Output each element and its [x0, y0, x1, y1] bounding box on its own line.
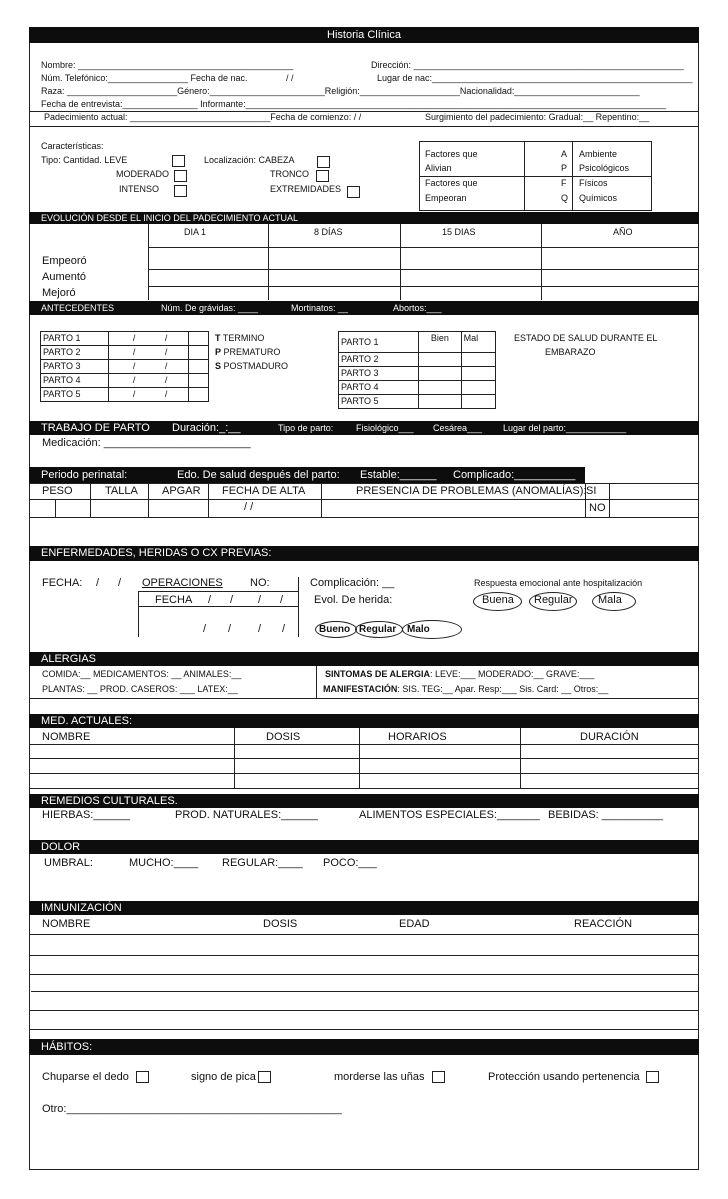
leyenda-postmaduro: S POSTMADURO [215, 361, 289, 371]
estable-field[interactable]: Estable:______ [360, 469, 437, 481]
estado-salud-title-1: ESTADO DE SALUD DURANTE EL [514, 333, 658, 343]
poco-field[interactable]: POCO:___ [323, 857, 377, 869]
telefono-field[interactable]: Núm. Telefónico:________________ Fecha de nac. [41, 73, 248, 83]
habito-pica[interactable]: signo de pica [191, 1071, 271, 1084]
operaciones-label: OPERACIONES [142, 577, 223, 589]
parto-row [41, 360, 209, 374]
med-actuales-title: MED. ACTUALES: [41, 715, 133, 727]
alimentos-especiales-field[interactable]: ALIMENTOS ESPECIALES:_______ [359, 809, 540, 821]
medicacion-field[interactable]: Medicación: ________________________ [42, 437, 251, 449]
mucho-field[interactable]: MUCHO:____ [129, 857, 199, 869]
parto-fecha[interactable]: / / [108, 332, 188, 346]
complicacion-field[interactable]: Complicación: __ [310, 577, 395, 589]
inmunizacion-bar [29, 901, 699, 915]
parto-row [41, 332, 209, 346]
duracion-field[interactable]: Duración:_:__ [172, 422, 241, 434]
entrevista-line[interactable]: Fecha de entrevista:_______________ Informante:____________________________________________________________________________________ [41, 99, 667, 109]
factores-empeoran-2: Empeoran [425, 193, 467, 203]
bien-cell[interactable] [419, 381, 462, 395]
inm-col-reaccion: REACCIÓN [574, 918, 633, 930]
parto-tipo[interactable] [188, 360, 208, 374]
mal-cell[interactable] [461, 381, 495, 395]
letra-a: A [561, 149, 568, 159]
evolucion-title: EVOLUCIÓN DESDE EL INICIO DEL PADECIMIENTO ACTUAL [41, 213, 299, 223]
quimicos-label: Químicos [579, 193, 618, 203]
salud-parto-label: PARTO 4 [339, 381, 419, 395]
salud-parto-label: PARTO 3 [339, 367, 419, 381]
alergias-line2[interactable]: PLANTAS: __ PROD. CASEROS: ___ LATEX:__ [42, 684, 238, 694]
fecha-op-label: FECHA [155, 594, 193, 606]
cesarea-field[interactable]: Cesárea___ [433, 423, 483, 433]
parto-row [41, 374, 209, 388]
factores-alivian-2: Alivian [425, 163, 452, 173]
bebidas-field[interactable]: BEBIDAS: __________ [548, 809, 663, 821]
fisicos-label: Físicos [579, 178, 608, 188]
localizacion-label: Localización: CABEZA [204, 155, 295, 165]
dolor-bar [29, 840, 699, 854]
bien-cell[interactable] [419, 353, 462, 367]
alergias-line1[interactable]: COMIDA:__ MEDICAMENTOS: __ ANIMALES:__ [42, 669, 242, 679]
factores-empeoran-1: Factores que [425, 178, 478, 188]
ambiente-label: Ambiente [579, 149, 618, 159]
gravidas-field[interactable]: Núm. De grávidas: ____ [161, 303, 259, 313]
fecha-slash-1: / [96, 577, 100, 589]
factores-alivian-1: Factores que [425, 149, 478, 159]
edo-salud-label: Edo. De salud después del parto: [177, 469, 340, 481]
op-slash-7: / [258, 623, 262, 635]
col-15dias: 15 DIAS [442, 227, 476, 237]
parto-row [41, 346, 209, 360]
enfermedades-title: ENFERMEDADES, HERIDAS O CX PREVIAS: [41, 547, 272, 559]
col-fecha-alta: FECHA DE ALTA [222, 485, 306, 497]
med-actuales-bar [29, 714, 699, 728]
alergias-title: ALERGIAS [41, 653, 97, 665]
malo-option: Malo [407, 624, 430, 635]
perinatal-bar [29, 467, 585, 483]
op-slash-3: / [258, 594, 262, 606]
tronco-checkbox[interactable] [316, 170, 329, 182]
caracteristicas-title: Características: [41, 141, 104, 151]
salud-parto-label: PARTO 2 [339, 353, 419, 367]
leyenda-prematuro: P PREMATURO [215, 347, 281, 357]
parto-label: PARTO 4 [41, 374, 109, 388]
moderado-label: MODERADO [116, 169, 170, 179]
col-peso: PESO [42, 485, 73, 497]
med-col-nombre: NOMBRE [42, 731, 91, 743]
remedios-title: REMEDIOS CULTURALES. [41, 795, 178, 807]
surgimiento-field[interactable]: Surgimiento del padecimiento: Gradual:__ Repentino:__ [425, 112, 650, 122]
leve-checkbox[interactable] [172, 155, 185, 167]
op-slash-6: / [228, 623, 232, 635]
leyenda-termino: T TERMINO [215, 333, 265, 343]
habito-pertenencia[interactable]: Protección usando pertenencia [488, 1071, 659, 1084]
habitos-title: HÁBITOS: [41, 1041, 93, 1053]
inm-col-dosis: DOSIS [263, 918, 298, 930]
op-slash-4: / [280, 594, 284, 606]
hierbas-field[interactable]: HIERBAS:______ [42, 809, 131, 821]
lugar-nac-field[interactable]: Lugar de nac:____________________________________________________ [377, 73, 693, 83]
col-talla: TALLA [105, 485, 138, 497]
partos-table [40, 331, 209, 402]
buena-option: Buena [482, 594, 514, 606]
remedios-bar [29, 794, 699, 808]
parto-tipo[interactable] [188, 388, 208, 402]
raza-genero-line[interactable]: Raza: ______________________Género:_______________________Religión:____________________Nacionalidad:_________________________ [41, 86, 640, 96]
med-col-duracion: DURACIÓN [580, 731, 639, 743]
no-label: NO: [250, 577, 270, 589]
abortos-field[interactable]: Abortos:___ [393, 303, 442, 313]
parto-label: PARTO 5 [41, 388, 109, 402]
manifestacion-field[interactable]: MANIFESTACIÓN: SIS. TEG:__ Apar. Resp:___ Sis. Card: __ Otros:__ [323, 684, 609, 694]
evolucion-bar [29, 212, 699, 224]
parto-label: PARTO 1 [41, 332, 109, 346]
parto-fecha[interactable]: / / [108, 374, 188, 388]
salud-embarazo-table [338, 331, 496, 409]
op-slash-8: / [282, 623, 286, 635]
habito-unas[interactable]: morderse las uñas [334, 1071, 445, 1084]
header-bar [29, 27, 699, 43]
mal-header: Mal [461, 332, 495, 353]
form-title: Historia Clínica [327, 29, 401, 41]
pica-checkbox[interactable] [258, 1071, 271, 1083]
intenso-label: INTENSO [119, 184, 160, 194]
fecha-alta-slashes: / / [244, 501, 254, 513]
fecha-slash-2: / [118, 577, 122, 589]
regular-option: Regular [359, 624, 397, 635]
parto-tipo[interactable] [188, 332, 208, 346]
no-option[interactable]: NO [589, 502, 606, 514]
si-option[interactable]: SI [586, 485, 597, 497]
chuparse-checkbox[interactable] [136, 1071, 149, 1083]
antecedentes-bar [29, 301, 699, 315]
parto-tipo[interactable] [188, 346, 208, 360]
bien-header: Bien [419, 332, 462, 353]
mala-option: Mala [598, 594, 622, 606]
direccion-field[interactable]: Dirección: ______________________________________________________ [371, 60, 684, 70]
letra-q: Q [561, 193, 569, 203]
antecedentes-title: ANTECEDENTES [41, 303, 115, 313]
parto-fecha[interactable]: / / [108, 388, 188, 402]
fecha-label: FECHA: [42, 577, 83, 589]
parto-fecha[interactable]: / / [108, 346, 188, 360]
cabeza-checkbox[interactable] [317, 156, 330, 168]
habitos-bar [29, 1039, 699, 1055]
alergias-bar [29, 652, 699, 666]
parto-row [41, 388, 209, 402]
respuesta-emocional-label: Respuesta emocional ante hospitalización [474, 578, 643, 588]
tipo-parto-label: Tipo de parto: [278, 423, 334, 433]
dolor-title: DOLOR [41, 841, 81, 853]
extremidades-label: EXTREMIDADES [270, 184, 342, 194]
op-slash-5: / [203, 623, 207, 635]
trabajo-parto-title: TRABAJO DE PARTO [41, 422, 150, 434]
parto-fecha[interactable]: / / [108, 360, 188, 374]
parto-label: PARTO 2 [41, 346, 109, 360]
salud-parto-label: PARTO 1 [339, 332, 419, 353]
umbral-label: UMBRAL: [44, 857, 93, 869]
mortinatos-field[interactable]: Mortinatos: __ [291, 303, 349, 313]
periodo-perinatal-label: Periodo perinatal: [41, 469, 128, 481]
row-mejoro: Mejoró [42, 287, 76, 299]
evol-herida-label: Evol. De herida: [314, 594, 393, 606]
mal-cell[interactable] [461, 353, 495, 367]
regular2-option: Regular [534, 594, 573, 606]
inm-col-nombre: NOMBRE [42, 918, 91, 930]
row-empeoro: Empeoró [42, 255, 87, 267]
unas-checkbox[interactable] [432, 1071, 445, 1083]
habito-chuparse[interactable]: Chuparse el dedo [42, 1071, 149, 1084]
col-8dias: 8 DÍAS [314, 227, 343, 237]
op-slash-1: / [208, 594, 212, 606]
bien-cell[interactable] [419, 367, 462, 381]
trabajo-parto-bar [29, 421, 699, 435]
moderado-checkbox[interactable] [174, 170, 187, 182]
enfermedades-bar [29, 546, 699, 561]
mal-cell[interactable] [461, 395, 495, 409]
padecimiento-field[interactable]: Padecimiento actual: ____________________________Fecha de comienzo: / / [44, 112, 362, 122]
col-apgar: APGAR [162, 485, 201, 497]
complicado-field[interactable]: Complicado:__________ [453, 469, 576, 481]
otro-field[interactable]: Otro:_____________________________________________ [42, 1103, 342, 1115]
med-col-horarios: HORARIOS [388, 731, 447, 743]
col-dia1: DIA 1 [184, 227, 207, 237]
inm-col-edad: EDAD [399, 918, 430, 930]
bien-cell[interactable] [419, 395, 462, 409]
med-col-dosis: DOSIS [266, 731, 301, 743]
lugar-parto-field[interactable]: Lugar del parto:____________ [503, 423, 627, 433]
sintomas-field[interactable]: SINTOMAS DE ALERGIA: LEVE:___ MODERADO:__ GRAVE:___ [325, 669, 595, 679]
row-aumento: Aumentó [42, 271, 87, 283]
extremidades-checkbox[interactable] [347, 186, 360, 198]
letra-f: F [561, 178, 567, 188]
nombre-field[interactable]: Nombre: ___________________________________________ [41, 60, 294, 70]
parto-label: PARTO 3 [41, 360, 109, 374]
bueno-option: Bueno [319, 624, 351, 635]
letra-p: P [561, 163, 568, 173]
inmunizacion-title: IMNUNIZACIÓN [41, 902, 122, 914]
col-ano: AÑO [613, 227, 633, 237]
pertenencia-checkbox[interactable] [646, 1071, 659, 1083]
intenso-checkbox[interactable] [174, 185, 187, 197]
prod-naturales-field[interactable]: PROD. NATURALES:______ [175, 809, 318, 821]
fecha-nac-slashes: / / [286, 73, 294, 83]
tronco-label: TRONCO [270, 169, 309, 179]
tipo-leve-label: Tipo: Cantidad. LEVE [41, 155, 128, 165]
op-slash-2: / [230, 594, 234, 606]
salud-parto-label: PARTO 5 [339, 395, 419, 409]
mal-cell[interactable] [461, 367, 495, 381]
psicologicos-label: Psicológicos [579, 163, 630, 173]
regular-dolor-field[interactable]: REGULAR:____ [222, 857, 303, 869]
col-anomalias: PRESENCIA DE PROBLEMAS (ANOMALÍAS): [356, 485, 587, 497]
parto-tipo[interactable] [188, 374, 208, 388]
fisiologico-field[interactable]: Fisiológico___ [356, 423, 414, 433]
estado-salud-title-2: EMBARAZO [545, 347, 596, 357]
